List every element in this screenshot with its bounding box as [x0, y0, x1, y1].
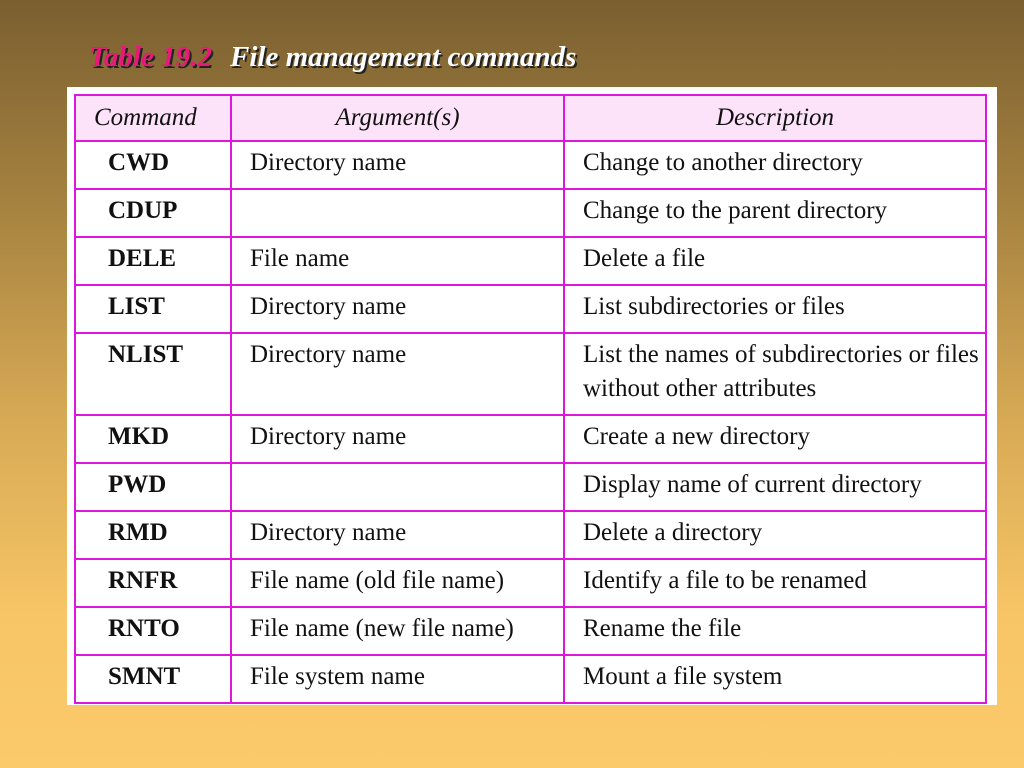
- table-row: [75, 285, 986, 333]
- description-cell: Change to the parent directory: [564, 189, 986, 237]
- arguments-cell: File name (old file name): [231, 559, 564, 607]
- slide-title: [89, 40, 576, 75]
- arguments-cell: [231, 189, 564, 237]
- description-cell: Create a new directory: [564, 415, 986, 463]
- description-cell: Delete a file: [564, 237, 986, 285]
- file-management-commands-table: [74, 94, 987, 704]
- table-row: [75, 607, 986, 655]
- description-cell: Display name of current directory: [564, 463, 986, 511]
- command-cell: SMNT: [75, 655, 231, 703]
- command-cell: RNTO: [75, 607, 231, 655]
- command-cell: DELE: [75, 237, 231, 285]
- description-cell: Change to another directory: [564, 141, 986, 189]
- description-cell: Delete a directory: [564, 511, 986, 559]
- command-cell: MKD: [75, 415, 231, 463]
- description-cell: List the names of subdirectories or files without other attributes: [564, 333, 986, 415]
- arguments-cell: [231, 463, 564, 511]
- arguments-cell: Directory name: [231, 415, 564, 463]
- table-row: [75, 463, 986, 511]
- table-row: [75, 511, 986, 559]
- header-description: Description: [564, 95, 986, 141]
- arguments-cell: File name: [231, 237, 564, 285]
- arguments-cell: Directory name: [231, 141, 564, 189]
- table-row: [75, 189, 986, 237]
- description-cell: List subdirectories or files: [564, 285, 986, 333]
- table-caption: File management commands: [229, 41, 577, 73]
- table-header-row: [75, 95, 986, 141]
- table-row: [75, 559, 986, 607]
- header-arguments: Argument(s): [231, 95, 564, 141]
- arguments-cell: Directory name: [231, 511, 564, 559]
- table-panel: [67, 87, 997, 705]
- command-cell: RNFR: [75, 559, 231, 607]
- command-cell: NLIST: [75, 333, 231, 415]
- command-cell: RMD: [75, 511, 231, 559]
- description-cell: Rename the file: [564, 607, 986, 655]
- table-row: [75, 333, 986, 415]
- command-cell: PWD: [75, 463, 231, 511]
- command-cell: LIST: [75, 285, 231, 333]
- table-row: [75, 141, 986, 189]
- table-row: [75, 415, 986, 463]
- arguments-cell: Directory name: [231, 285, 564, 333]
- arguments-cell: File name (new file name): [231, 607, 564, 655]
- table-row: [75, 655, 986, 703]
- description-cell: Identify a file to be renamed: [564, 559, 986, 607]
- header-command: Command: [75, 95, 231, 141]
- table-number: Table 19.2: [89, 41, 212, 73]
- table-row: [75, 237, 986, 285]
- arguments-cell: File system name: [231, 655, 564, 703]
- arguments-cell: Directory name: [231, 333, 564, 415]
- command-cell: CWD: [75, 141, 231, 189]
- description-cell: Mount a file system: [564, 655, 986, 703]
- command-cell: CDUP: [75, 189, 231, 237]
